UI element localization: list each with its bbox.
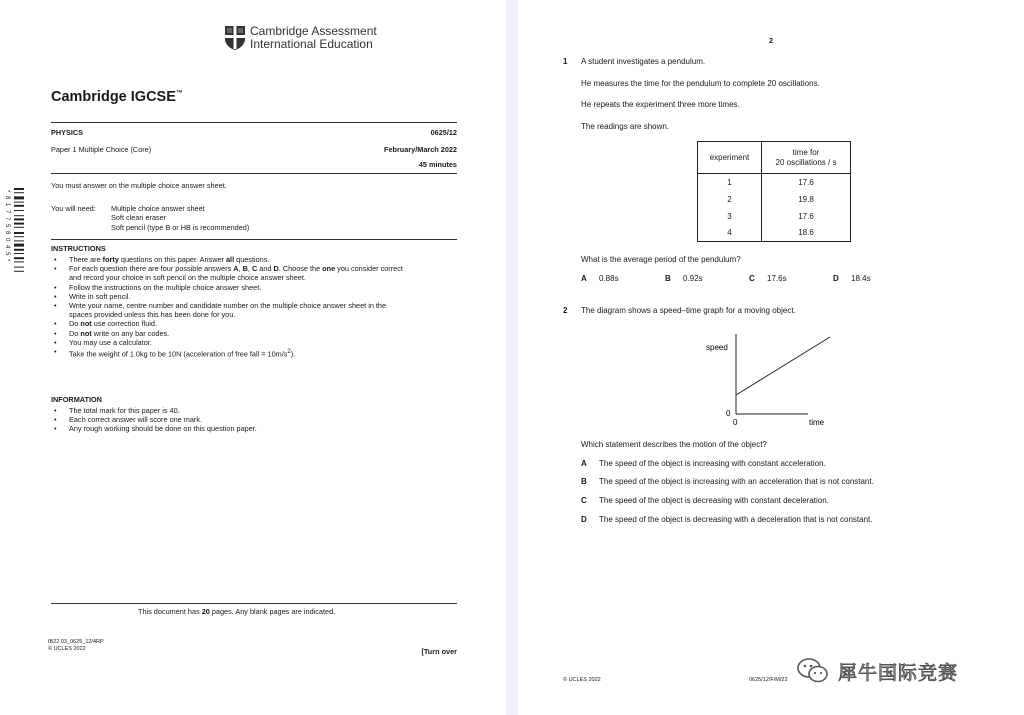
q1-line: He measures the time for the pendulum to complete 20 oscillations. xyxy=(581,79,820,88)
table-row xyxy=(698,208,851,225)
table-header-experiment: experiment xyxy=(698,142,762,174)
option-text: The speed of the object is increasing with constant acceleration. xyxy=(599,459,826,468)
paper-name: Paper 1 Multiple Choice (Core) xyxy=(51,145,152,154)
paper-code: 0625/12 xyxy=(430,128,457,137)
q1-option-c xyxy=(749,274,787,283)
table-header-time xyxy=(762,142,851,174)
page2-copyright: © UCLES 2022 xyxy=(563,677,601,683)
q2-option-d xyxy=(581,515,873,524)
information-item: • Each correct answer will score one mark. xyxy=(51,415,471,424)
table-cell: 4 xyxy=(698,225,762,242)
barcode-text: * 8 1 7 7 5 8 0 4 5 * xyxy=(4,190,10,263)
q1-line: A student investigates a pendulum. xyxy=(581,57,706,66)
instructions-list xyxy=(51,255,471,359)
q1-option-b xyxy=(665,274,703,283)
need-item: Soft clean eraser xyxy=(111,213,167,223)
q1-line: He repeats the experiment three more times. xyxy=(581,100,740,109)
logo-line-2: International Education xyxy=(250,37,373,51)
brand-tm: ™ xyxy=(175,90,183,98)
option-text: 18.4s xyxy=(851,274,871,283)
option-text: 0.92s xyxy=(683,274,703,283)
need-list xyxy=(111,204,249,232)
information-item: • The total mark for this paper is 40. xyxy=(51,406,471,415)
readings-table xyxy=(697,141,851,242)
answer-note: You must answer on the multiple choice answer sheet. xyxy=(51,181,227,190)
q2-option-c xyxy=(581,496,829,505)
q2-option-b xyxy=(581,477,874,486)
option-text: 17.6s xyxy=(767,274,787,283)
speed-time-graph xyxy=(698,330,858,430)
table-cell: 3 xyxy=(698,208,762,225)
table-cell: 1 xyxy=(698,174,762,191)
instruction-item: • Write in soft pencil. xyxy=(51,292,471,301)
table-cell: 17.6 xyxy=(762,174,851,191)
graph-x-origin: 0 xyxy=(733,418,738,427)
exam-duration: 45 minutes xyxy=(418,160,457,169)
table-cell: 18.6 xyxy=(762,225,851,242)
table-row xyxy=(698,174,851,191)
table-cell: 19.8 xyxy=(762,191,851,208)
q2-question: Which statement describes the motion of the object? xyxy=(581,440,767,449)
information-item: • Any rough working should be done on this question paper. xyxy=(51,424,471,433)
need-item: Soft pencil (type B or HB is recommended) xyxy=(111,222,250,232)
logo-line-1: Cambridge Assessment xyxy=(250,24,377,38)
instruction-item: • Do not write on any bar codes. xyxy=(51,329,471,338)
table-header-time-line2: 20 oscillations / s xyxy=(775,157,837,167)
instruction-item: • You may use a calculator. xyxy=(51,338,471,347)
question-2-number: 2 xyxy=(563,306,568,315)
information-heading: INFORMATION xyxy=(51,395,102,404)
option-text: The speed of the object is decreasing with a deceleration that is not constant. xyxy=(599,515,873,524)
option-letter: D xyxy=(833,274,839,283)
table-row xyxy=(698,191,851,208)
table-row xyxy=(698,225,851,242)
header-rule-2 xyxy=(51,173,457,174)
page-count-num: 20 xyxy=(201,607,210,616)
option-text: The speed of the object is increasing with an acceleration that is not constant. xyxy=(599,477,874,486)
speed-line xyxy=(736,337,830,395)
watermark-text: 犀牛国际竞赛 xyxy=(838,661,959,684)
q2-intro: The diagram shows a speed–time graph for a moving object. xyxy=(581,306,796,315)
page-number: 2 xyxy=(769,36,774,45)
question-page xyxy=(518,0,1024,715)
subject-title: PHYSICS xyxy=(51,128,84,137)
cover-page xyxy=(0,0,506,715)
wechat-icon xyxy=(796,655,830,687)
table-cell: 2 xyxy=(698,191,762,208)
page-count-pre: This document has xyxy=(138,607,202,616)
graph-xlabel: time xyxy=(809,418,825,427)
option-letter: A xyxy=(581,274,587,283)
question-1-number: 1 xyxy=(563,57,568,66)
instruction-item: • Do not use correction fluid. xyxy=(51,319,471,328)
instruction-item: • Take the weight of 1.0kg to be 10N (acceleration of free fall = $10m/s^2$). xyxy=(51,347,471,359)
option-letter: B xyxy=(581,477,587,486)
watermark xyxy=(796,655,958,687)
footer-copyright: © UCLES 2022 xyxy=(48,646,86,652)
instructions-heading: INSTRUCTIONS xyxy=(51,244,106,253)
page2-code: 0625/12/F/M/22 xyxy=(749,677,788,683)
footer-ref-block xyxy=(48,639,104,653)
barcode-icon xyxy=(14,188,24,292)
option-text: 0.88s xyxy=(599,274,619,283)
graph-ylabel: speed xyxy=(706,343,728,352)
page-count-note xyxy=(138,607,335,616)
option-letter: C xyxy=(749,274,755,283)
graph-y-origin: 0 xyxy=(726,409,731,418)
q1-line: The readings are shown. xyxy=(581,122,670,131)
q1-option-a xyxy=(581,274,619,283)
footer-ref: IB22 03_0625_12/4RP xyxy=(48,639,104,645)
exam-session: February/March 2022 xyxy=(383,145,457,154)
q1-option-d xyxy=(833,274,871,283)
instruction-item: • For each question there are four possible answers A, B, C and D. Choose the one you consider correct and record your choice in soft pencil on the multiple choice answer sheet. xyxy=(51,264,471,282)
option-letter: B xyxy=(665,274,671,283)
brand-name: Cambridge IGCSE xyxy=(51,89,176,105)
option-letter: C xyxy=(581,496,587,505)
option-text: The speed of the object is decreasing with constant deceleration. xyxy=(599,496,829,505)
option-letter: D xyxy=(581,515,587,524)
footer-rule xyxy=(51,603,457,604)
page-count-post: pages. Any blank pages are indicated. xyxy=(209,607,336,616)
table-cell: 17.6 xyxy=(762,208,851,225)
logo-text xyxy=(250,25,377,51)
q1-question: What is the average period of the pendulum? xyxy=(581,255,741,264)
need-item: Multiple choice answer sheet xyxy=(111,204,205,213)
instruction-item: • Write your name, centre number and candidate number on the multiple choice answer sheet in the spaces provided unless this has been done for you. xyxy=(51,301,471,319)
q2-option-a xyxy=(581,459,826,468)
instructions-rule xyxy=(51,239,457,240)
cambridge-shield-icon xyxy=(224,25,246,51)
table-header-time-line1: time for xyxy=(792,147,820,157)
information-list xyxy=(51,406,471,434)
instruction-item: • Follow the instructions on the multiple choice answer sheet. xyxy=(51,283,471,292)
brand-title xyxy=(51,89,183,105)
header-rule xyxy=(51,122,457,123)
need-label: You will need: xyxy=(51,204,96,213)
turn-over-label: [Turn over xyxy=(421,647,457,656)
option-letter: A xyxy=(581,459,587,468)
instruction-item: • There are forty questions on this paper. Answer all questions. xyxy=(51,255,471,264)
